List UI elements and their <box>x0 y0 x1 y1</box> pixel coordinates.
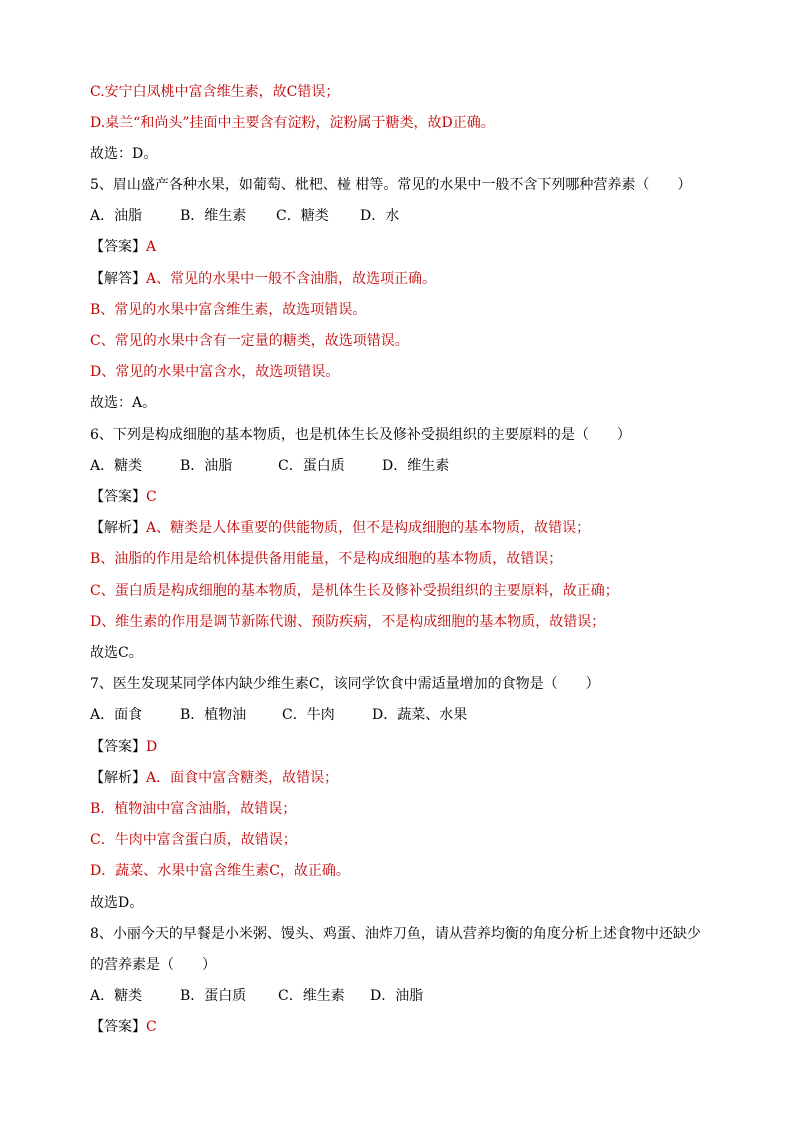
answer-tag: 【答案】 <box>90 489 146 505</box>
explanation-line: B、油脂的作用是给机体提供备用能量，不是构成细胞的基本物质，故错误； <box>90 551 563 567</box>
question-8: 8、小丽今天的早餐是小米粥、馒头、鸡蛋、油炸刀鱼，请从营养均衡的角度分析上述食物中还缺少 <box>90 926 701 942</box>
question-5: 5、眉山盛产各种水果，如葡萄、枇杷、椪 柑等。常见的水果中一般不含下列哪种营养素（ ） <box>90 177 692 193</box>
option-a: A．面食 <box>90 707 143 723</box>
explanation-line: D.桌兰“和尚头”挂面中主要含有淀粉，淀粉属于糖类，故D正确。 <box>90 115 495 131</box>
option-b: B．维生素 <box>180 208 247 224</box>
option-b: B．蛋白质 <box>180 988 247 1004</box>
explanation-line: C、常见的水果中含有一定量的糖类，故选项错误。 <box>90 333 409 349</box>
conclusion-line: 故选D。 <box>90 895 144 911</box>
explanation-line: C.安宁白凤桃中富含维生素，故C错误； <box>90 84 340 100</box>
option-c: C．蛋白质 <box>278 458 345 474</box>
option-b: B．油脂 <box>180 458 233 474</box>
question-8-options <box>90 987 423 1005</box>
explanation-line: 【解析】A．面食中富含糖类，故错误； <box>90 770 339 786</box>
option-d: D．维生素 <box>382 458 450 474</box>
answer-tag: 【答案】 <box>90 739 146 755</box>
option-c: C．维生素 <box>278 988 345 1004</box>
conclusion-line: 故选：D。 <box>90 146 158 162</box>
question-6: 6、下列是构成细胞的基本物质，也是机体生长及修补受损组织的主要原料的是（ ） <box>90 427 631 443</box>
answer-line <box>90 1018 157 1036</box>
question-6-options <box>90 457 449 475</box>
answer-tag: 【答案】 <box>90 1019 146 1035</box>
answer-value: A <box>146 239 157 255</box>
option-d: D．油脂 <box>370 988 424 1004</box>
explanation-line: B、常见的水果中富含维生素，故选项错误。 <box>90 302 367 318</box>
question-7-options <box>90 706 467 724</box>
explanation-line: 【解答】A、常见的水果中一般不含油脂，故选项正确。 <box>90 271 437 287</box>
option-d: D．蔬菜、水果 <box>372 707 468 723</box>
answer-value: C <box>146 489 157 505</box>
answer-line <box>90 738 157 756</box>
option-c: C．糖类 <box>276 208 329 224</box>
explanation-tag: 【解析】 <box>90 520 146 536</box>
option-c: C．牛肉 <box>282 707 335 723</box>
explanation-line: B．植物油中富含油脂，故错误； <box>90 801 297 817</box>
explanation-line: D、常见的水果中富含水，故选项错误。 <box>90 364 340 380</box>
answer-tag: 【答案】 <box>90 239 146 255</box>
question-5-options <box>90 207 399 225</box>
question-8-continued: 的营养素是（ ） <box>90 957 216 973</box>
explanation-tag: 【解答】 <box>90 271 146 287</box>
explanation-line: C、蛋白质是构成细胞的基本物质，是机体生长及修补受损组织的主要原料，故正确； <box>90 583 619 599</box>
answer-line <box>90 488 157 506</box>
explanation-line: C．牛肉中富含蛋白质，故错误； <box>90 832 297 848</box>
explanation-line: D、维生素的作用是调节新陈代谢、预防疾病，不是构成细胞的基本物质，故错误； <box>90 614 606 630</box>
option-a: A．油脂 <box>90 208 143 224</box>
question-7: 7、医生发现某同学体内缺少维生素C，该同学饮食中需适量增加的食物是（ ） <box>90 676 600 692</box>
answer-value: D <box>146 739 158 755</box>
option-b: B．植物油 <box>180 707 247 723</box>
explanation-line: 【解析】A、糖类是人体重要的供能物质，但不是构成细胞的基本物质，故错误； <box>90 520 591 536</box>
conclusion-line: 故选：A。 <box>90 395 157 411</box>
conclusion-line: 故选C。 <box>90 645 143 661</box>
option-a: A．糖类 <box>90 988 143 1004</box>
option-d: D．水 <box>360 208 400 224</box>
explanation-line: D．蔬菜、水果中富含维生素C，故正确。 <box>90 863 350 879</box>
option-a: A．糖类 <box>90 458 143 474</box>
answer-line <box>90 238 156 256</box>
answer-value: C <box>146 1019 157 1035</box>
explanation-tag: 【解析】 <box>90 770 146 786</box>
